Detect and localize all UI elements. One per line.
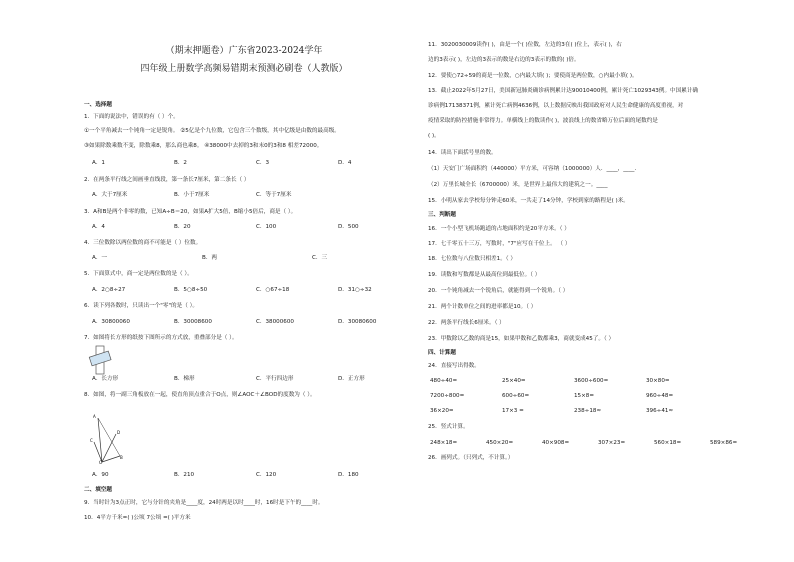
oral-calc-item: 480÷40= (430, 378, 458, 384)
option: C．等于7厘米 (256, 192, 292, 198)
vertical-calc-item: 307×23= (598, 440, 626, 446)
option: C．38000600 (256, 319, 294, 325)
option: D．180 (338, 472, 359, 478)
question-3: 3．A和B是两个非零的数，已知A÷B＝20，如果A扩大5倍，B缩小5倍后，商是（ ）。 (84, 209, 297, 215)
option: A．2○8÷27 (92, 287, 126, 293)
question-1-stmt-b: ③如果除数乘数不变，除数乘8，那么商也乘8。 ④38000中去掉的3和末0的3和8 相差72000。 (84, 143, 323, 149)
oral-calc-item: 30×80= (646, 378, 670, 384)
svg-text:A: A (93, 414, 96, 419)
question-26: 26．画列式。（只列式，不计算。） (428, 455, 514, 461)
vertical-calc-row (430, 440, 766, 448)
vertical-calc-item: 248×18= (430, 440, 458, 446)
question-11: 11．3020030009读作( )，由是一个( )位数，左边的3在( )位上，表示( )，右 (428, 42, 622, 48)
folded-paper-figure (88, 345, 114, 375)
svg-text:C: C (90, 438, 93, 443)
option: D．正方形 (338, 376, 365, 382)
question-23: 23．甲数除以乙数的商是15，如果甲数和乙数都乘3，商就变成45了。（ ） (428, 336, 615, 342)
svg-text:O: O (99, 460, 103, 464)
question-3-options (92, 224, 420, 232)
oral-calc-item: 36×20= (430, 408, 454, 414)
oral-calc-item: 238÷18≈ (574, 408, 602, 414)
option: D．30080600 (338, 319, 377, 325)
option: A．长方形 (92, 376, 119, 382)
oral-calc-row-2 (430, 393, 718, 401)
question-24: 24．直接写出得数。 (428, 363, 480, 369)
question-1: 1．下面的说法中，错误的有（ ）个。 (84, 114, 179, 120)
vertical-calc-item: 40×908= (542, 440, 570, 446)
option: B．2 (174, 160, 187, 166)
question-2: 2．在两条平行线之间画垂直线段，第一条长7厘米，第二条长（ ） (84, 177, 250, 183)
option: C．120 (256, 472, 277, 478)
oral-calc-item: 396÷41≈ (646, 408, 674, 414)
option: B．210 (174, 472, 195, 478)
question-1-stmt-a: ①一个平角减去一个钝角一定是锐角。 ②5亿是个九位数，它包含三个数级，其中亿级是由数的最高级。 (84, 128, 340, 134)
option: A．90 (92, 472, 109, 478)
question-7-options (92, 376, 420, 384)
question-11-cont: 边的3表示( )，左边的3表示的数是右边的3表示的数的( )倍。 (428, 57, 580, 63)
question-15: 15．小明从家去学校每分钟走60米，一共走了14分钟，学校到家的路程是( )米。 (428, 198, 629, 204)
question-4-options (92, 255, 394, 263)
vertical-calc-item: 450×20= (486, 440, 514, 446)
question-1-options (92, 160, 420, 168)
question-14-part-1: （1）天安门广场面积约（440000）平方米，可容纳（1000000）人．____，____． (428, 166, 641, 172)
option: B．5○8÷50 (174, 287, 208, 293)
option: B．梯形 (174, 376, 195, 382)
question-5: 5．下面算式中，商一定是两位数的是（ ）。 (84, 271, 193, 277)
question-6-options (92, 319, 420, 327)
option: B．两 (202, 255, 218, 261)
oral-calc-item: 15×8= (574, 393, 595, 399)
question-13-cont-2: 疫情采取的防控措施非常得力。单横线上的数读作( )，波浪线上的数省略万位后面的尾数约是 (428, 118, 658, 124)
oral-calc-row-3 (430, 408, 718, 416)
svg-text:B: B (120, 455, 123, 460)
section-fill: 二、填空题 (84, 487, 112, 493)
vertical-calc-item: 589×86= (710, 440, 738, 446)
question-22: 22．两条平行线长6厘米。（ ） (428, 320, 505, 326)
question-17: 17．七千零五十三万，写数时，"7"应写在千位上。 （ ） (428, 241, 571, 247)
oral-calc-item: 3600÷600= (574, 378, 609, 384)
section-judge: 三、判断题 (428, 212, 456, 218)
option: C．100 (256, 224, 277, 230)
question-5-options (92, 287, 420, 295)
question-9: 9．当时针为3点正时，它与分针的夹角是____度，24时两是以时____时，16时是下午的____时。 (84, 500, 324, 506)
question-2-options (92, 192, 338, 200)
option: B．小于7厘米 (174, 192, 210, 198)
question-14: 14．读出下面括号里的数。 (428, 150, 497, 156)
section-calc: 四、计算题 (428, 350, 456, 356)
oral-calc-item: 25×40= (502, 378, 526, 384)
oral-calc-item: 960÷48= (646, 393, 674, 399)
oral-calc-item: 600÷60= (502, 393, 530, 399)
option: A．30800060 (92, 319, 130, 325)
question-20: 20．一个钝角减去一个锐角后，就能得到一个锐角。（ ） (428, 288, 569, 294)
option: B．30008600 (174, 319, 212, 325)
question-16: 16．一个小型飞机场跑道的占地面积约是20平方米。（ ） (428, 226, 570, 232)
option: D．4 (338, 160, 352, 166)
question-21: 21．两个计数单位之间的进率都是10。（ ） (428, 304, 537, 310)
question-4: 4．三位数除以两位数的商不可能是（ ）位数。 (84, 240, 202, 246)
question-19: 19．读数和写数都是从最高位到最低位。（ ） (428, 272, 541, 278)
option: A．大于7厘米 (92, 192, 128, 198)
question-12: 12．要使○72÷59的商是一位数，○内最大填( )；要使商是两位数，○内最小填( )。 (428, 73, 638, 79)
svg-text:D: D (117, 430, 121, 435)
option: A．1 (92, 160, 105, 166)
option: D．31○÷32 (338, 287, 372, 293)
question-25: 25．竖式计算。 (428, 424, 469, 430)
question-7: 7．如图将长方形的纸按下图所示的方式放，重叠部分是（ ）。 (84, 335, 238, 341)
option: A．4 (92, 224, 105, 230)
option: C．三 (312, 255, 328, 261)
section-choice: 一、选择题 (84, 102, 112, 108)
option: C．平行四边形 (256, 376, 294, 382)
oral-calc-item: 17×3 = (502, 408, 524, 414)
option: C．○67÷18 (256, 287, 290, 293)
vertical-calc-item: 560×18= (654, 440, 682, 446)
option: D．500 (338, 224, 359, 230)
question-10: 10．4平方千米=( )公顷 7公顷 =( )平方米 (84, 515, 191, 521)
question-6: 6．读下列各数时，只读出一个"零"的是（ ）。 (84, 303, 198, 309)
oral-calc-row-1 (430, 378, 718, 386)
option: C．3 (256, 160, 270, 166)
question-13: 13．截止2022年5月27日，美国新冠肺炎确诊病例累计达90010400例，累计死亡1029343例。中国累计确 (428, 88, 699, 94)
question-14-part-2: （2）万里长城全长（6700000）米，是世界上最伟大的建筑之一。____ (428, 182, 608, 188)
option: A．一 (92, 255, 108, 261)
question-18: 18．七位数与八位数只相差1。（ ） (428, 256, 516, 262)
triangle-rulers-figure (90, 404, 124, 464)
oral-calc-item: 7200÷800= (430, 393, 465, 399)
question-13-cont-3: ( )。 (428, 133, 440, 139)
option: B．20 (174, 224, 191, 230)
title-line-1: （期末押题卷）广东省2023-2024学年 (165, 46, 323, 56)
title-line-2: 四年级上册数学高频易错期末预测必刷卷（人教版） (140, 64, 348, 74)
question-8-options (92, 472, 420, 480)
question-13-cont-1: 诊病例17138371例，累计死亡病例4636例，以上数据反映出我国政府对人民生命健康的高度重视，对 (428, 103, 684, 109)
question-8: 8．如图，将一副三角板放在一起，使直角顶点重合于O点，则∠AOC＋∠BOD的度数为（ ）。 (84, 392, 316, 398)
